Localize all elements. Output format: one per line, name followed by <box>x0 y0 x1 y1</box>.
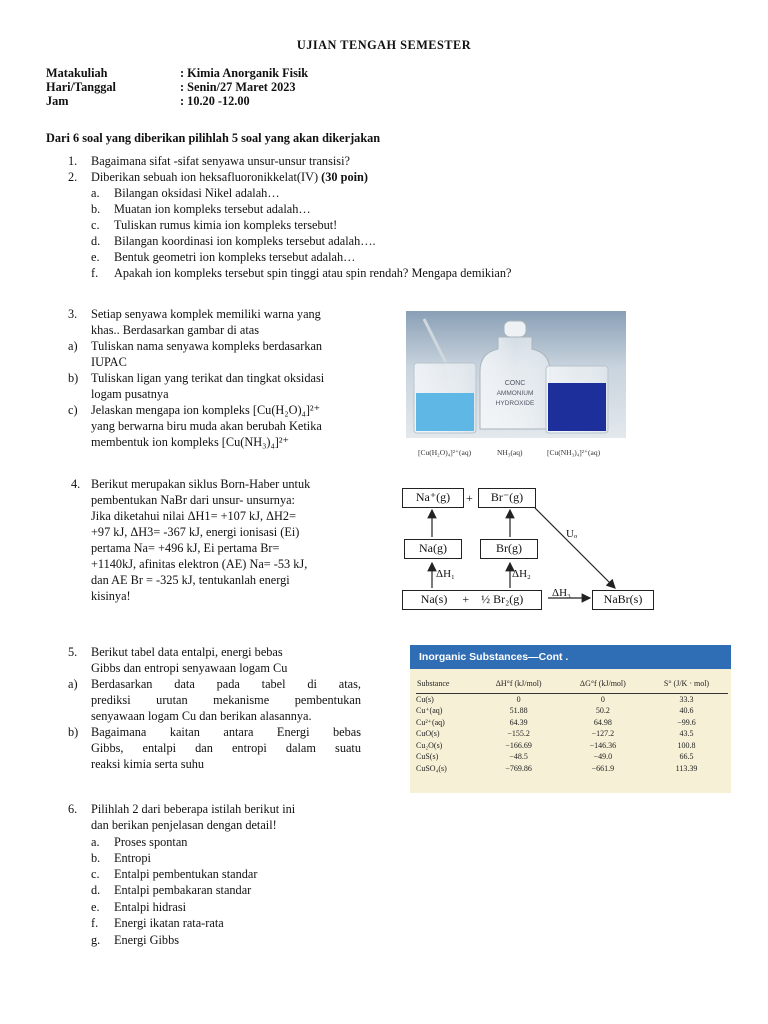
q6-text-line2: dan berikan penjelasan dengan detail! <box>91 818 277 832</box>
q6-item: Energi Gibbs <box>114 933 180 947</box>
br-ion-box: Br⁻(g) <box>478 488 536 508</box>
q2-item: Bentuk geometri ion kompleks tersebut adalah… <box>114 250 356 264</box>
caption-left: [Cu(H₂O)₄]²⁺(aq) <box>418 448 472 457</box>
na-gas-box: Na(g) <box>404 539 462 559</box>
q3-b: Tuliskan ligan yang terikat dan tingkat oksidasi <box>91 371 325 385</box>
dh3-label: ΔH₃ <box>552 587 571 599</box>
table-row: Cu⁺(aq) 51.88 50.2 40.6 <box>416 706 694 715</box>
svg-text:HYDROXIDE: HYDROXIDE <box>495 400 535 407</box>
nabr-box: NaBr(s) <box>592 590 654 610</box>
q1-text: Bagaimana sifat -sifat senyawa unsur-unsur transisi? <box>91 154 350 168</box>
q6-item: Entalpi hidrasi <box>114 900 187 914</box>
complex-color-photo <box>406 311 626 438</box>
svg-text:AMMONIUM: AMMONIUM <box>496 390 534 397</box>
q2-item: Apakah ion kompleks tersebut spin tinggi atau spin rendah? Mengapa demikian? <box>114 266 512 280</box>
q1-number: 1. <box>68 154 78 168</box>
q6-item: Entropi <box>114 851 151 865</box>
br-gas-box: Br(g) <box>480 539 538 559</box>
thermo-data-table <box>410 645 731 793</box>
q6-item: Proses spontan <box>114 835 188 849</box>
q2-item: Muatan ion kompleks tersebut adalah… <box>114 202 311 216</box>
table-row: Cu₂O(s) −166.69 −146.36 100.8 <box>416 740 696 750</box>
dh2-label: ΔH₂ <box>512 568 531 580</box>
q3-text-line1: Setiap senyawa komplek memiliki warna yang <box>91 307 321 321</box>
q3-number: 3. <box>68 307 78 321</box>
caption-mid: NH₃(aq) <box>497 448 523 457</box>
na-ion-box: Na⁺(g) <box>402 488 464 508</box>
table-row: CuO(s) −155.2 −127.2 43.5 <box>416 729 694 738</box>
q6-item: Energi ikatan rata-rata <box>114 916 224 930</box>
header-row-course: Matakuliah : Kimia Anorganik Fisik <box>46 66 309 80</box>
q6-text-line1: Pilihlah 2 dari beberapa istilah berikut ini <box>91 802 296 816</box>
bottle-label: CONC <box>504 380 526 387</box>
table-row: Cu²⁺(aq) 64.39 64.98 −99.6 <box>416 717 696 727</box>
q3-text-line2: khas.. Berdasarkan gambar di atas <box>91 323 259 337</box>
table-header-row <box>416 677 728 693</box>
header-row-date: Hari/Tanggal : Senin/27 Maret 2023 <box>46 80 296 94</box>
elements-box: Na(s) + ½ Br₂(g) <box>402 590 542 610</box>
beakers-illustration <box>406 311 626 438</box>
q4-number: 4. <box>71 477 81 491</box>
col-dg: ΔG°f (kJ/mol) <box>561 677 645 693</box>
q5-text-line2: Gibbs dan entropi senyawaan logam Cu <box>91 661 288 675</box>
q3-a: Tuliskan nama senyawa kompleks berdasarkan <box>91 339 323 353</box>
q5-number: 5. <box>68 645 78 659</box>
q5-b: Bagaimana kaitan antara Energi bebas Gibbs, entalpi dan entropi dalam suatu reaksi kimia serta suhu <box>91 725 361 772</box>
q5-text-line1: Berikut tabel data entalpi, energi bebas <box>91 645 283 659</box>
light-blue-solution <box>416 393 474 431</box>
q2-item: Bilangan koordinasi ion kompleks tersebut adalah…. <box>114 234 376 248</box>
q2-item: Tuliskan rumus kimia ion kompleks tersebut! <box>114 218 338 232</box>
caption-right: [Cu(NH₃)₄]²⁺(aq) <box>547 448 601 457</box>
q5-a: Berdasarkan data pada tabel di atas, prediksi urutan mekanisme pembentukan senyawaan logam Cu dan berikan alasannya. <box>91 677 361 724</box>
plus-sign: + <box>466 491 473 505</box>
dh1-label: ΔH₁ <box>436 568 455 580</box>
col-substance: Substance <box>416 677 477 693</box>
table-row: CuS(s) −48.5 −49.0 66.5 <box>416 752 694 761</box>
page-title: UJIAN TENGAH SEMESTER <box>296 38 472 52</box>
instruction: Dari 6 soal yang diberikan pilihlah 5 soal yang akan dikerjakan <box>46 131 381 145</box>
q3-c: Jelaskan mengapa ion kompleks [Cu(H₂O)₄]²⁺ <box>91 403 321 417</box>
q6-item: Entalpi pembentukan standar <box>114 867 258 881</box>
q2-text: Diberikan sebuah ion heksafluoronikkelat(IV) (30 poin) <box>91 170 368 184</box>
q6-number: 6. <box>68 802 78 816</box>
q2-item: Bilangan oksidasi Nikel adalah… <box>114 186 280 200</box>
dark-blue-solution <box>548 383 606 431</box>
table-title: Inorganic Substances—Cont . <box>410 645 731 669</box>
table-row: Cu(s) 0 0 33.3 <box>416 694 694 704</box>
uo-label: Uₒ <box>566 528 578 540</box>
q6-item: Entalpi pembakaran standar <box>114 883 252 897</box>
table-row: CuSO₄(s) −769.86 −661.9 113.39 <box>416 763 698 773</box>
header-row-time: Jam : 10.20 -12.00 <box>46 94 250 108</box>
q2-number: 2. <box>68 170 78 184</box>
col-s: S° (J/K · mol) <box>645 677 728 693</box>
col-dh: ΔH°f (kJ/mol) <box>477 677 561 693</box>
q2-points: (30 poin) <box>321 170 368 184</box>
